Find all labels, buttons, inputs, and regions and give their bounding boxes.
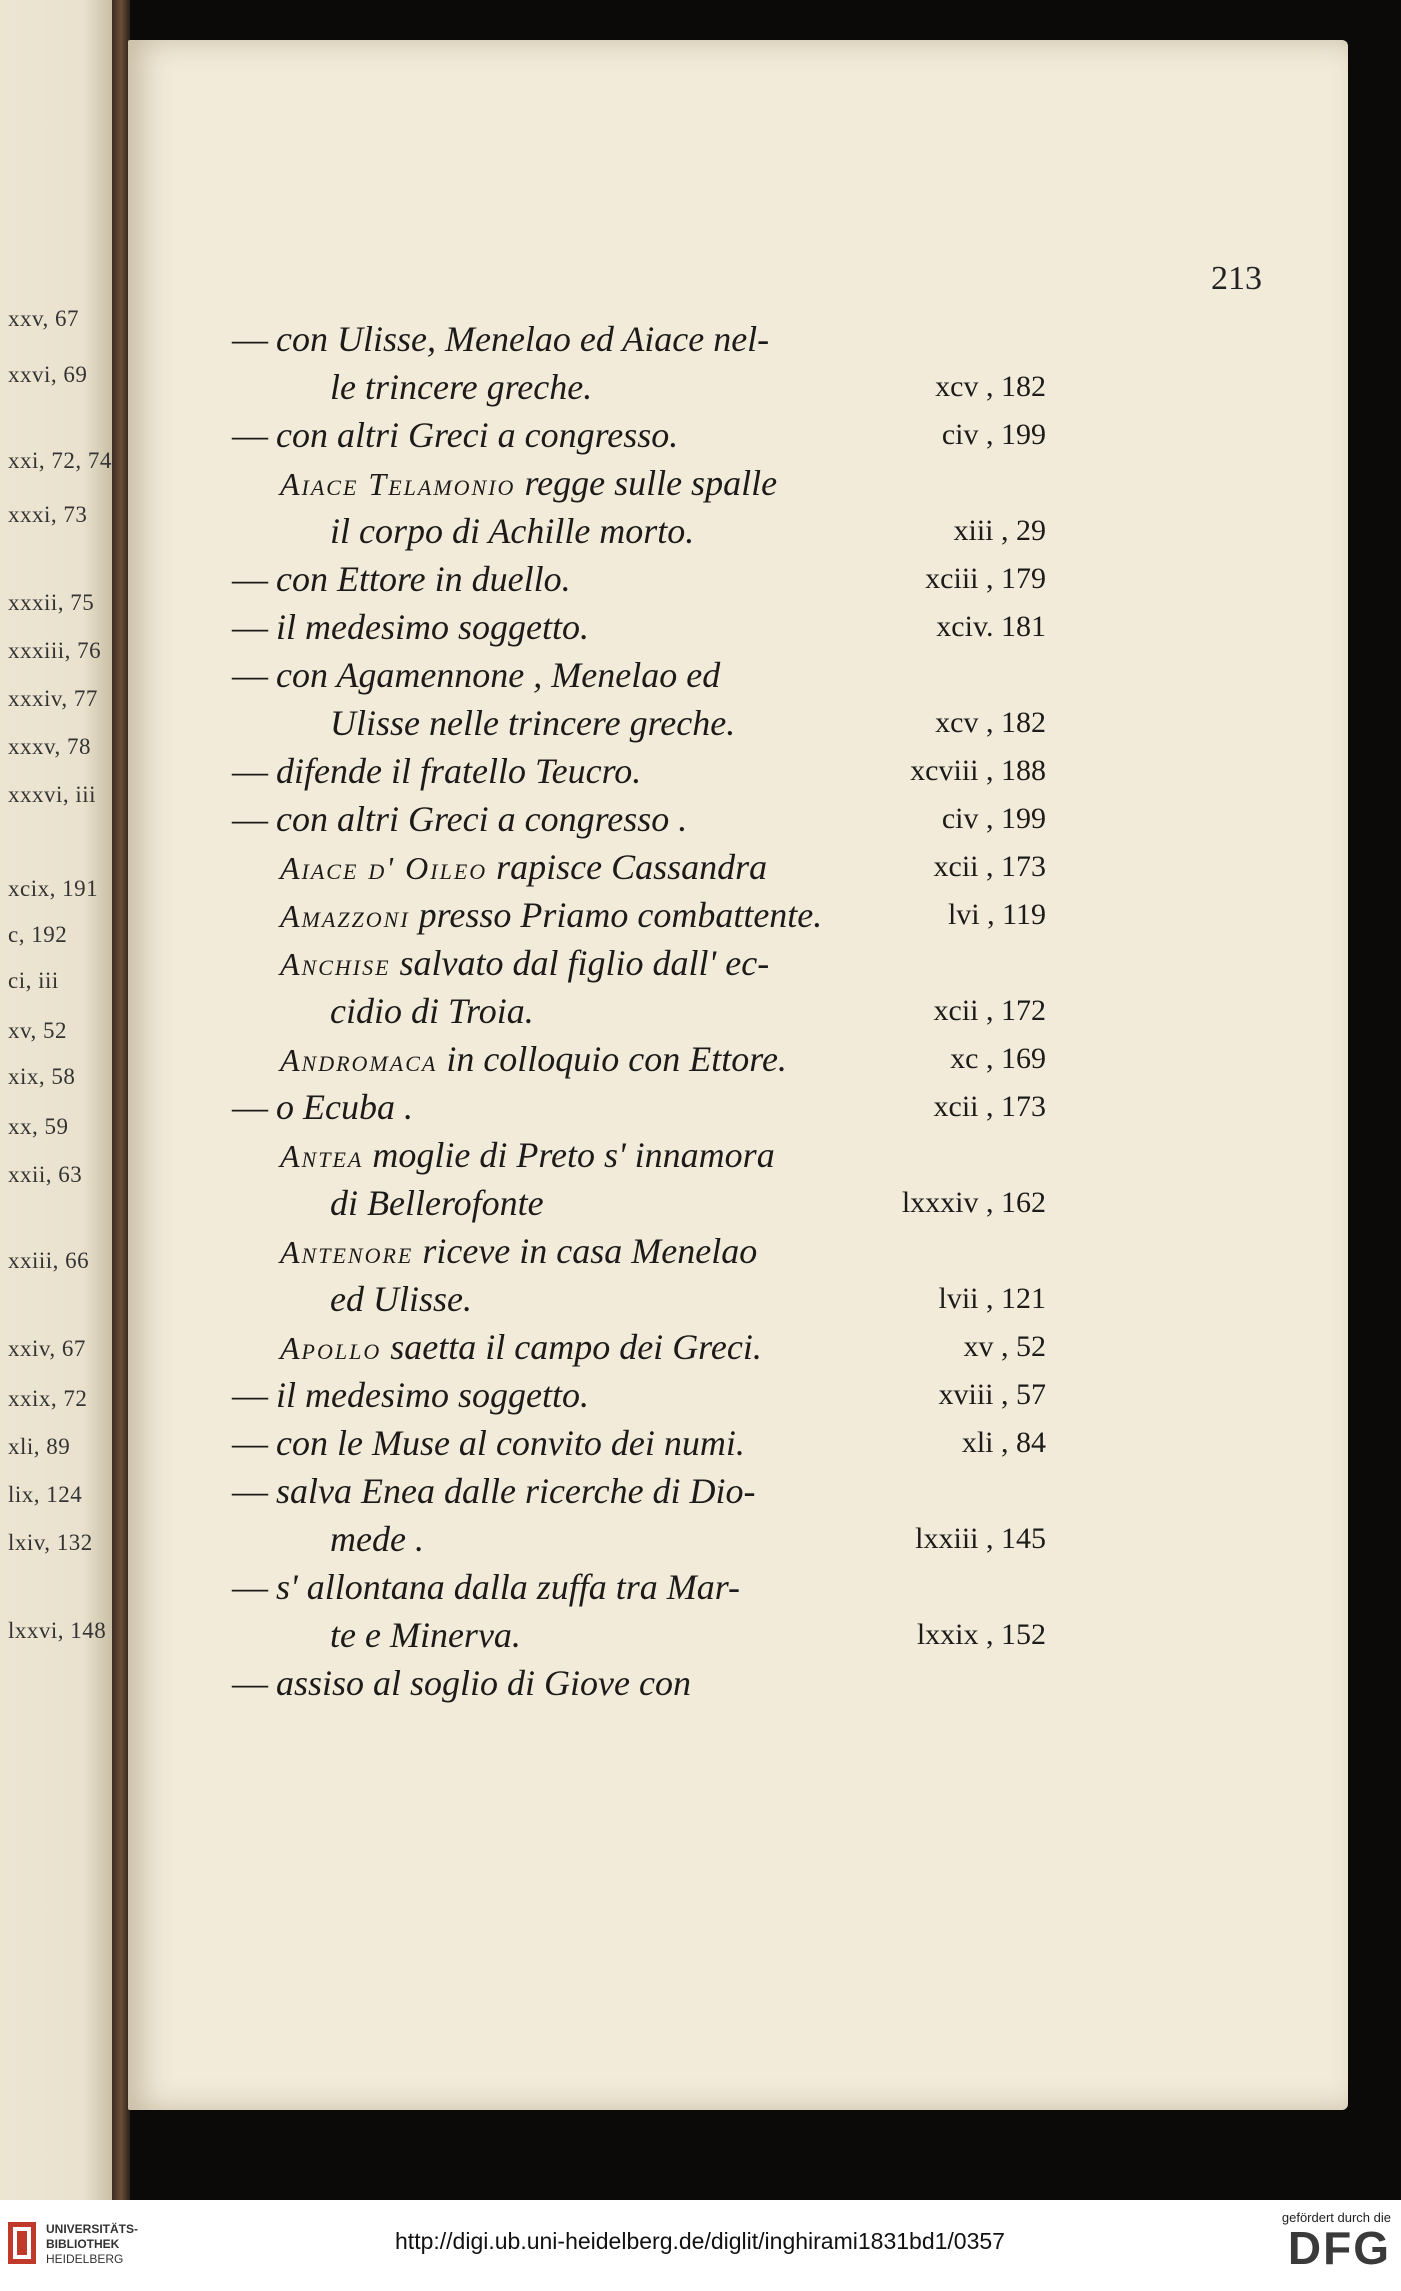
margin-ref: xx, 59 [8,1114,69,1139]
plate-reference: civ , 199 [941,418,1046,451]
entry-head: Aiace Telamonio [280,466,516,502]
entry-head: Antea [280,1138,364,1174]
entry-head: Anchise [280,946,391,982]
plate-reference: xcv , 182 [935,706,1046,739]
plate-reference: xciv. 181 [936,610,1046,643]
index-line: le trincere greche. [330,367,593,407]
index-line: Apollo saetta il campo dei Greci. [280,1327,762,1367]
index-line: Aiace d' Oileo rapisce Cassandra [280,847,768,887]
index-line: Andromaca in colloquio con Ettore. [280,1039,787,1079]
index-line: — con altri Greci a congresso . [232,799,688,839]
plate-reference: xv , 52 [963,1330,1046,1363]
margin-ref: xxxvi, iii [8,782,97,807]
index-line: — con le Muse al convito dei numi. [232,1423,745,1463]
dfg-logo: DFG [1287,2222,1391,2274]
margin-ref: xxxiv, 77 [8,686,98,711]
index-line: — con Ettore in duello. [232,559,571,599]
plate-reference: xcviii , 188 [910,754,1046,787]
index-line: Antenore riceve in casa Menelao [280,1231,758,1271]
margin-ref: xcix, 191 [8,876,99,901]
margin-ref: xxxii, 75 [8,590,95,615]
entry-head: Amazzoni [280,898,410,934]
margin-ref: xxii, 63 [8,1162,83,1187]
index-line: Antea moglie di Preto s' innamora [280,1135,775,1175]
index-line: — s' allontana dalla zuffa tra Mar- [232,1567,741,1607]
margin-ref: xxiv, 67 [8,1336,86,1361]
left-page-edge [0,0,118,2200]
plate-reference: xiii , 29 [953,514,1046,547]
plate-reference: lvii , 121 [938,1282,1046,1315]
index-line: — con altri Greci a congresso. [232,415,679,455]
index-line: — il medesimo soggetto. [232,607,589,647]
margin-ref: xxxi, 73 [8,502,88,527]
index-line: ed Ulisse. [330,1279,472,1319]
index-line: Amazzoni presso Priamo combattente. [280,895,823,935]
margin-ref: xv, 52 [8,1018,68,1043]
margin-ref: lix, 124 [8,1482,83,1507]
margin-ref: xxi, 72, 74 [8,448,112,473]
plate-reference: lxxix , 152 [916,1618,1046,1651]
margin-ref: xxxiii, 76 [8,638,102,663]
index-line: di Bellerofonte [330,1183,544,1223]
index-line: Aiace Telamonio regge sulle spalle [280,463,778,503]
margin-ref: xxiii, 66 [8,1248,90,1273]
entry-head: Antenore [280,1234,414,1270]
margin-ref: lxxvi, 148 [8,1618,107,1643]
page-number: 213 [1211,260,1262,297]
library-logo[interactable] [8,2218,183,2278]
margin-ref: xix, 58 [8,1064,76,1089]
index-line: — con Ulisse, Menelao ed Aiace nel- [232,319,770,359]
index-line: il corpo di Achille morto. [330,511,695,551]
plate-reference: lvi , 119 [947,898,1046,931]
margin-ref: xxxv, 78 [8,734,92,759]
plate-reference: xcv , 182 [935,370,1046,403]
plate-reference: xli , 84 [961,1426,1046,1459]
plate-reference: lxxiii , 145 [915,1522,1046,1555]
entry-head: Apollo [280,1330,382,1366]
margin-ref: lxiv, 132 [8,1530,93,1555]
viewer-footer [0,2200,1401,2291]
margin-ref: ci, iii [8,968,59,993]
plate-reference: xciii , 179 [925,562,1046,595]
plate-reference: xviii , 57 [938,1378,1046,1411]
ub-heidelberg-logo-icon [8,2222,36,2264]
plate-reference: xcii , 172 [933,994,1046,1027]
permalink-url[interactable]: http://digi.ub.uni-heidelberg.de/diglit/inghirami1831bd1/0357 [395,2228,1005,2254]
plate-reference: xcii , 173 [933,850,1046,883]
funding-credit [1221,2210,1391,2274]
index-line: cidio di Troia. [330,991,534,1031]
index-line: — il medesimo soggetto. [232,1375,589,1415]
funding-label: gefördert durch die [1281,2210,1391,2225]
plate-reference: xcii , 173 [933,1090,1046,1123]
index-line: Ulisse nelle trincere greche. [330,703,736,743]
margin-ref: xxv, 67 [8,306,80,331]
index-line: — con Agamennone , Menelao ed [232,655,721,695]
margin-ref: xxvi, 69 [8,362,88,387]
library-name: UNIVERSITÄTS- BIBLIOTHEK HEIDELBERG [46,2222,139,2266]
index-line: mede . [330,1519,424,1559]
plate-reference: lxxxiv , 162 [901,1186,1046,1219]
index-line: te e Minerva. [330,1615,521,1655]
index-line: — o Ecuba . [232,1087,413,1127]
plate-reference: civ , 199 [941,802,1046,835]
margin-ref: xxix, 72 [8,1386,88,1411]
index-line: — difende il fratello Teucro. [232,751,642,791]
margin-ref: xli, 89 [8,1434,71,1459]
index-line: — salva Enea dalle ricerche di Dio- [232,1471,756,1511]
index-line: — assiso al soglio di Giove con [232,1663,691,1703]
plate-reference: xc , 169 [950,1042,1046,1075]
entry-head: Andromaca [280,1042,438,1078]
margin-ref: c, 192 [8,922,68,947]
entry-head: Aiace d' Oileo [280,850,488,886]
index-line: Anchise salvato dal figlio dall' ec- [280,943,770,983]
